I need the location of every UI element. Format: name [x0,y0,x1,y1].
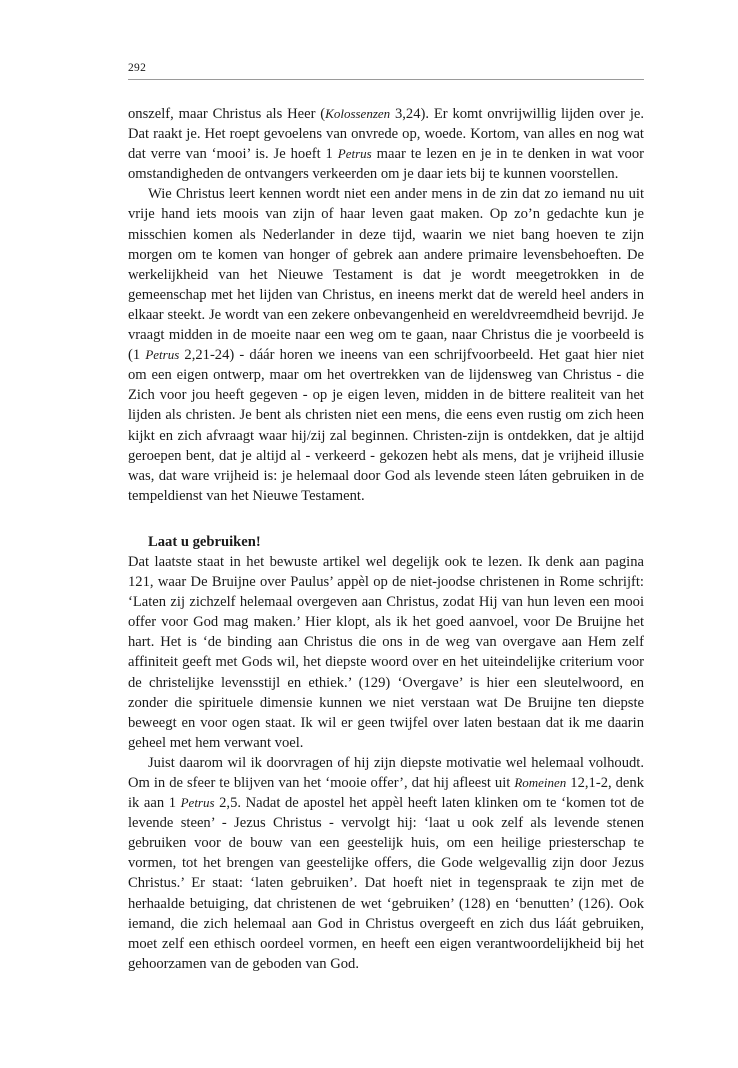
bible-reference: Kolossenzen [325,106,391,121]
bible-reference: Romeinen [514,775,567,790]
paragraph-1 [128,104,644,184]
paragraph-3: Dat laatste staat in het bewuste artikel wel degelijk ook te lezen. Ik denk aan pagina 121, waar De Bruijne over Paulus’ appèl op de niet-joodse christenen in Rome schrijft: ‘Laten zij zichzelf helemaal overgeven aan Christus, zodat Hij van hun leven een mooi offer voor God mag maken.’ Hier klopt, als ik het goed aanvoel, voor De Bruijne het hart. Het is ‘de binding aan Christus die ons in de weg van overgave aan Hem zelf affiniteit geeft met Gods wil, het diepste woord over en het uiteindelijke criterium voor de christelijke levensstijl en ethiek.’ (129) ‘Overgave’ is hier een sleutelwoord, en zonder die spirituele dimensie kunnen we niet verstaan wat De Bruijne ten diepste beweegt en voor ogen staat. Ik wil er geen twijfel over laten bestaan dat ik me daarin geheel met hem verwant voel. [128,553,644,751]
body-text [128,104,644,974]
page-number: 292 [128,62,147,74]
text-run: Wie Christus leert kennen wordt niet een ander mens in de zin dat zo iemand nu uit vrije hand iets moois van zijn of haar leven gaat maken. Op zo’n gedachte kun je misschien komen als Nederlander in deze tijd, waarin we niet bang hoeven te zijn morgen om te komen van honger of gebrek aan andere primaire levensbehoeften. De werkelijkheid van het Nieuwe Testament is dat je wordt meegetrokken in de gemeenschap met het lijden van Christus, en ineens merkt dat de wereld heel anders in elkaar steekt. Je wordt van een zekere onbevangenheid en wereldvreemdheid bevrijd. Je vraagt midden in de moeite naar een weg om te gaan, naar Christus die je voorbeeld is (1 [128,186,644,364]
text-run: 2,21-24) - dáár horen we ineens van een schrijfvoorbeeld. Het gaat hier niet om een eigen ontwerp, maar om het overtrekken van de lijdensweg van Christus - die Zich voor jou heeft gegeven - op je eigen leven, midden in de bittere realiteit van het lijden als christen. Je bent als christen niet een mens, die eens even rustig om zich heen kijkt en zich afvraagt waar hij/zij zal beginnen. Christen-zijn is ontdekken, dat je altijd geroepen bent, dat je altijd al - verkeerd - gekozen hebt als mens, dat je vrijheid illusie was, dat ware vrijheid is: je helemaal door God als levende steen láten gebruiken in de tempeldienst van het Nieuwe Testament. [128,347,645,504]
text-run: 3,24). Er komt onvrijwillig lijden over je. Dat raakt je. Het roept gevoelens van onvrede op, woede. Kortom, van alles en nog wat dat verre van ‘mooi’ is. Je hoeft 1 [128,106,644,163]
bible-reference: Petrus [145,347,180,363]
paragraph-2 [128,184,644,506]
header-rule [128,79,644,80]
text-run: 2,5. Nadat de apostel het appèl heeft laten klinken om te ‘komen tot de levende steen’ - Jezus Christus - vervolgt hij: ‘laat u ook zelf als levende stenen gebruiken voor de bouw van een geestelijk huis, om een heilige priesterschap te vormen, tot het brengen van geestelijke offers, die Gode welgevallig zijn door Jezus Christus.’ Er staat: ‘laten gebruiken’. Dat hoeft niet in tegenspraak te zijn met de herhaalde betuiging, dat christenen de wet ‘gebruiken’ (128) en ‘benutten’ (126). Ook iemand, die zich helemaal aan God in Christus overgeeft en zich dus láát gebruiken, moet zelf een ethisch oordeel vormen, en heeft een eigen verantwoordelijkheid bij het gehoorzamen van de geboden van God. [128,795,644,972]
text-run: onszelf, maar Christus als Heer ( [128,106,326,122]
paragraph-4 [128,753,644,974]
bible-reference: Petrus [180,795,215,811]
section-heading: Laat u gebruiken! [148,533,261,550]
text-run: maar te lezen en je in te denken in wat voor omstandigheden de ontvangers verkeerden om je daar iets bij te kunnen voorstellen. [128,146,644,183]
text-run: 12,1-2, denk ik aan 1 [128,775,644,812]
bible-reference: Petrus [337,146,372,162]
text-run: Juist daarom wil ik doorvragen of hij zijn diepste motivatie wel helemaal volhoudt. Om in de sfeer te blijven van het ‘mooie offer’, dat hij afleest uit [128,754,644,791]
